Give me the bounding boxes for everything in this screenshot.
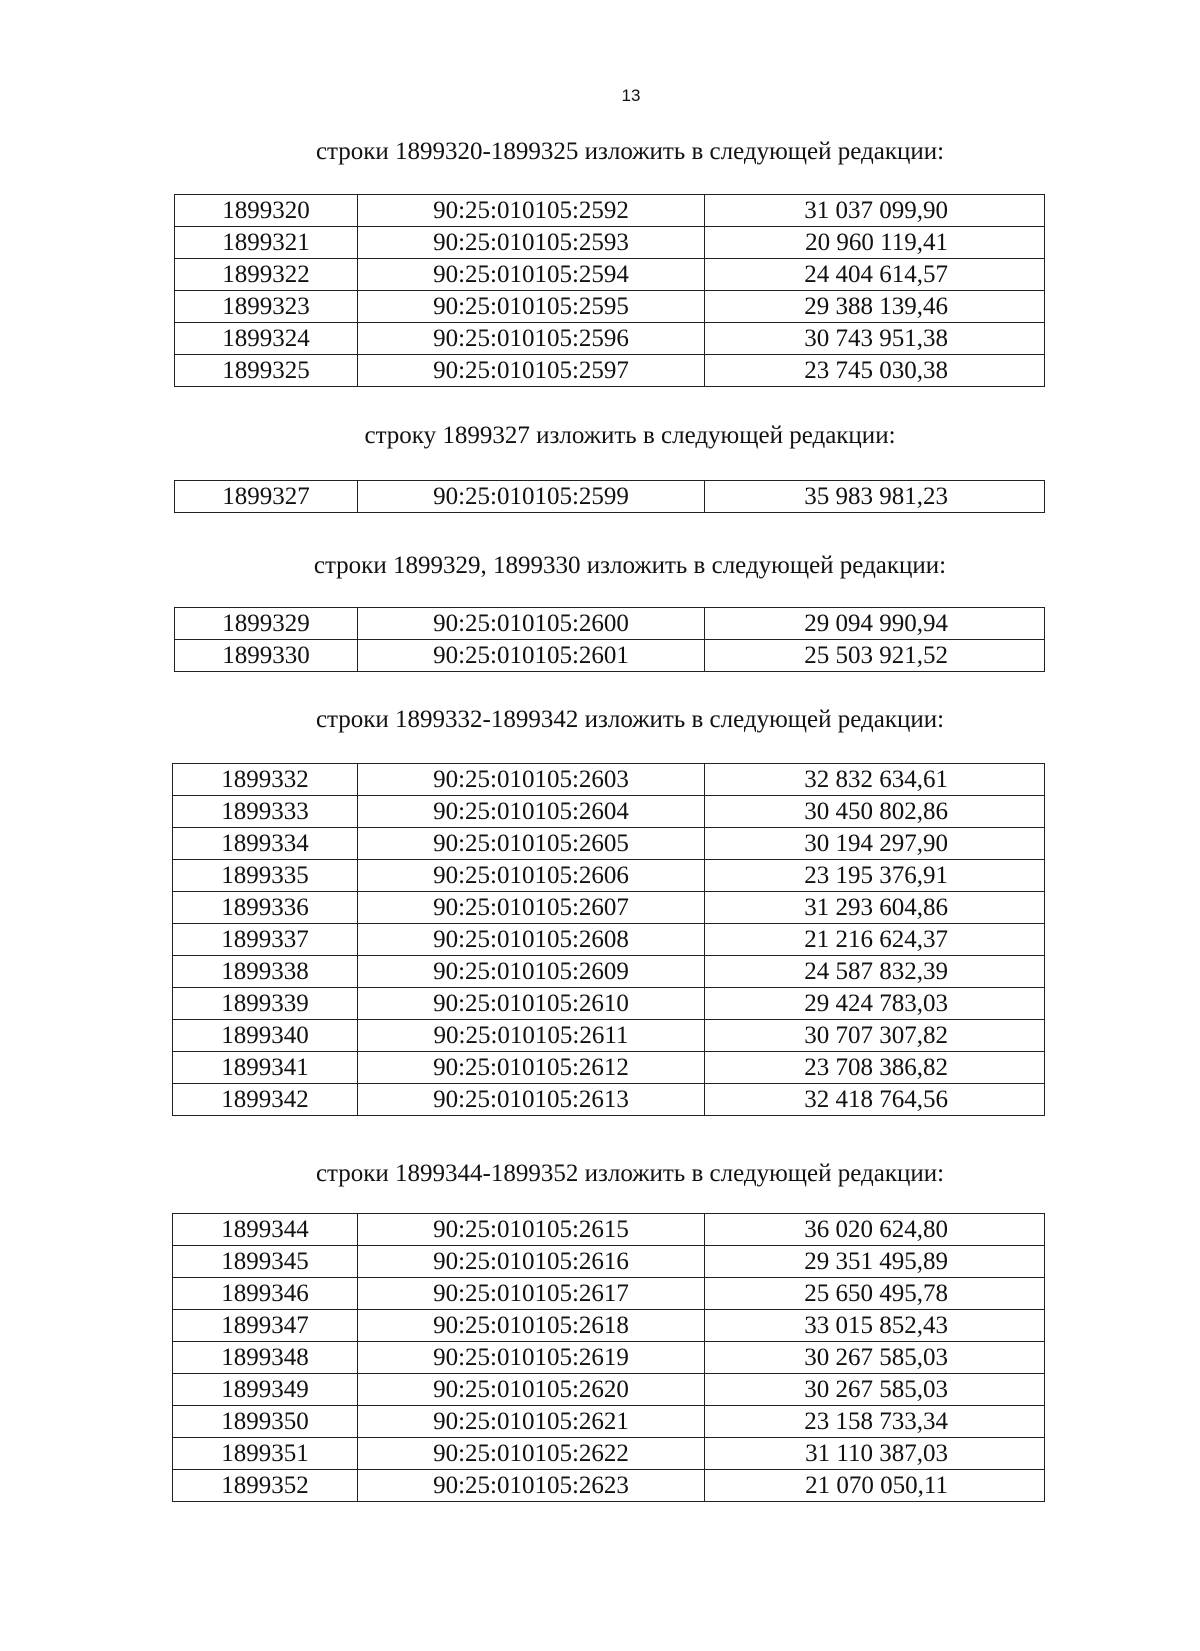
- row-number-cell: 1899347: [173, 1310, 358, 1342]
- value-cell: 21 216 624,37: [705, 924, 1045, 956]
- row-number-cell: 1899346: [173, 1278, 358, 1310]
- cadastral-number-cell: 90:25:010105:2621: [358, 1406, 705, 1438]
- cadastral-number-cell: 90:25:010105:2616: [358, 1246, 705, 1278]
- value-cell: 29 388 139,46: [705, 291, 1045, 323]
- table-row: [173, 796, 1045, 828]
- section-heading: строки 1899332-1899342 изложить в следующей редакции:: [315, 706, 945, 733]
- table-row: [173, 1374, 1045, 1406]
- row-number-cell: 1899332: [173, 764, 358, 796]
- row-number-cell: 1899329: [175, 608, 358, 640]
- table-row: [173, 1214, 1045, 1246]
- value-cell: 33 015 852,43: [705, 1310, 1045, 1342]
- page-number: 13: [621, 86, 641, 105]
- row-number-cell: 1899321: [175, 227, 358, 259]
- row-number-cell: 1899336: [173, 892, 358, 924]
- row-number-cell: 1899338: [173, 956, 358, 988]
- cadastral-number-cell: 90:25:010105:2594: [358, 259, 705, 291]
- value-cell: 36 020 624,80: [705, 1214, 1045, 1246]
- cadastral-number-cell: 90:25:010105:2596: [358, 323, 705, 355]
- row-number-cell: 1899348: [173, 1342, 358, 1374]
- value-cell: 21 070 050,11: [705, 1470, 1045, 1502]
- row-number-cell: 1899334: [173, 828, 358, 860]
- row-number-cell: 1899349: [173, 1374, 358, 1406]
- table-row: [175, 291, 1045, 323]
- value-cell: 35 983 981,23: [705, 481, 1045, 513]
- cadastral-number-cell: 90:25:010105:2617: [358, 1278, 705, 1310]
- row-number-cell: 1899340: [173, 1020, 358, 1052]
- value-cell: 24 404 614,57: [705, 259, 1045, 291]
- row-number-cell: 1899337: [173, 924, 358, 956]
- cadastral-number-cell: 90:25:010105:2615: [358, 1214, 705, 1246]
- table-row: [173, 1438, 1045, 1470]
- row-number-cell: 1899345: [173, 1246, 358, 1278]
- amendment-table: [174, 480, 1045, 513]
- value-cell: 30 194 297,90: [705, 828, 1045, 860]
- row-number-cell: 1899341: [173, 1052, 358, 1084]
- row-number-cell: 1899333: [173, 796, 358, 828]
- value-cell: 25 650 495,78: [705, 1278, 1045, 1310]
- table-row: [173, 1278, 1045, 1310]
- cadastral-number-cell: 90:25:010105:2605: [358, 828, 705, 860]
- table-row: [175, 195, 1045, 227]
- row-number-cell: 1899339: [173, 988, 358, 1020]
- table-row: [173, 1052, 1045, 1084]
- row-number-cell: 1899323: [175, 291, 358, 323]
- value-cell: 24 587 832,39: [705, 956, 1045, 988]
- value-cell: 30 450 802,86: [705, 796, 1045, 828]
- value-cell: 25 503 921,52: [705, 640, 1045, 672]
- table-row: [175, 323, 1045, 355]
- row-number-cell: 1899342: [173, 1084, 358, 1116]
- cadastral-number-cell: 90:25:010105:2601: [358, 640, 705, 672]
- cadastral-number-cell: 90:25:010105:2613: [358, 1084, 705, 1116]
- table-row: [173, 764, 1045, 796]
- value-cell: 23 158 733,34: [705, 1406, 1045, 1438]
- value-cell: 20 960 119,41: [705, 227, 1045, 259]
- table-row: [173, 1342, 1045, 1374]
- table-row: [175, 608, 1045, 640]
- cadastral-number-cell: 90:25:010105:2607: [358, 892, 705, 924]
- cadastral-number-cell: 90:25:010105:2619: [358, 1342, 705, 1374]
- cadastral-number-cell: 90:25:010105:2622: [358, 1438, 705, 1470]
- value-cell: 32 418 764,56: [705, 1084, 1045, 1116]
- table-row: [175, 259, 1045, 291]
- table-row: [173, 924, 1045, 956]
- value-cell: 30 743 951,38: [705, 323, 1045, 355]
- value-cell: 31 037 099,90: [705, 195, 1045, 227]
- table-row: [173, 988, 1045, 1020]
- section-heading: строки 1899344-1899352 изложить в следующей редакции:: [315, 1160, 945, 1187]
- value-cell: 31 293 604,86: [705, 892, 1045, 924]
- table-row: [173, 1020, 1045, 1052]
- section-heading: строки 1899320-1899325 изложить в следующей редакции:: [315, 138, 945, 165]
- value-cell: 30 267 585,03: [705, 1374, 1045, 1406]
- table-row: [173, 892, 1045, 924]
- table-row: [173, 1084, 1045, 1116]
- row-number-cell: 1899344: [173, 1214, 358, 1246]
- table-row: [175, 481, 1045, 513]
- amendment-table: [172, 763, 1045, 1116]
- value-cell: 32 832 634,61: [705, 764, 1045, 796]
- cadastral-number-cell: 90:25:010105:2600: [358, 608, 705, 640]
- value-cell: 23 708 386,82: [705, 1052, 1045, 1084]
- cadastral-number-cell: 90:25:010105:2610: [358, 988, 705, 1020]
- cadastral-number-cell: 90:25:010105:2609: [358, 956, 705, 988]
- row-number-cell: 1899351: [173, 1438, 358, 1470]
- cadastral-number-cell: 90:25:010105:2611: [358, 1020, 705, 1052]
- table-row: [175, 640, 1045, 672]
- table-row: [173, 828, 1045, 860]
- row-number-cell: 1899335: [173, 860, 358, 892]
- row-number-cell: 1899320: [175, 195, 358, 227]
- row-number-cell: 1899350: [173, 1406, 358, 1438]
- table-row: [175, 227, 1045, 259]
- cadastral-number-cell: 90:25:010105:2620: [358, 1374, 705, 1406]
- cadastral-number-cell: 90:25:010105:2606: [358, 860, 705, 892]
- cadastral-number-cell: 90:25:010105:2612: [358, 1052, 705, 1084]
- table-row: [173, 956, 1045, 988]
- cadastral-number-cell: 90:25:010105:2593: [358, 227, 705, 259]
- cadastral-number-cell: 90:25:010105:2595: [358, 291, 705, 323]
- cadastral-number-cell: 90:25:010105:2608: [358, 924, 705, 956]
- row-number-cell: 1899325: [175, 355, 358, 387]
- cadastral-number-cell: 90:25:010105:2599: [358, 481, 705, 513]
- table-row: [173, 1470, 1045, 1502]
- table-row: [173, 860, 1045, 892]
- cadastral-number-cell: 90:25:010105:2604: [358, 796, 705, 828]
- cadastral-number-cell: 90:25:010105:2618: [358, 1310, 705, 1342]
- cadastral-number-cell: 90:25:010105:2603: [358, 764, 705, 796]
- value-cell: 29 351 495,89: [705, 1246, 1045, 1278]
- value-cell: 30 707 307,82: [705, 1020, 1045, 1052]
- amendment-table: [174, 607, 1045, 672]
- value-cell: 23 745 030,38: [705, 355, 1045, 387]
- table-row: [173, 1406, 1045, 1438]
- cadastral-number-cell: 90:25:010105:2597: [358, 355, 705, 387]
- cadastral-number-cell: 90:25:010105:2623: [358, 1470, 705, 1502]
- table-row: [173, 1246, 1045, 1278]
- amendment-table: [172, 1213, 1045, 1502]
- section-heading: строку 1899327 изложить в следующей редакции:: [364, 422, 896, 449]
- row-number-cell: 1899322: [175, 259, 358, 291]
- row-number-cell: 1899327: [175, 481, 358, 513]
- table-row: [173, 1310, 1045, 1342]
- cadastral-number-cell: 90:25:010105:2592: [358, 195, 705, 227]
- value-cell: 29 424 783,03: [705, 988, 1045, 1020]
- table-row: [175, 355, 1045, 387]
- row-number-cell: 1899352: [173, 1470, 358, 1502]
- amendment-table: [174, 194, 1045, 387]
- row-number-cell: 1899330: [175, 640, 358, 672]
- row-number-cell: 1899324: [175, 323, 358, 355]
- value-cell: 29 094 990,94: [705, 608, 1045, 640]
- value-cell: 30 267 585,03: [705, 1342, 1045, 1374]
- value-cell: 31 110 387,03: [705, 1438, 1045, 1470]
- value-cell: 23 195 376,91: [705, 860, 1045, 892]
- section-heading: строки 1899329, 1899330 изложить в следующей редакции:: [313, 552, 947, 579]
